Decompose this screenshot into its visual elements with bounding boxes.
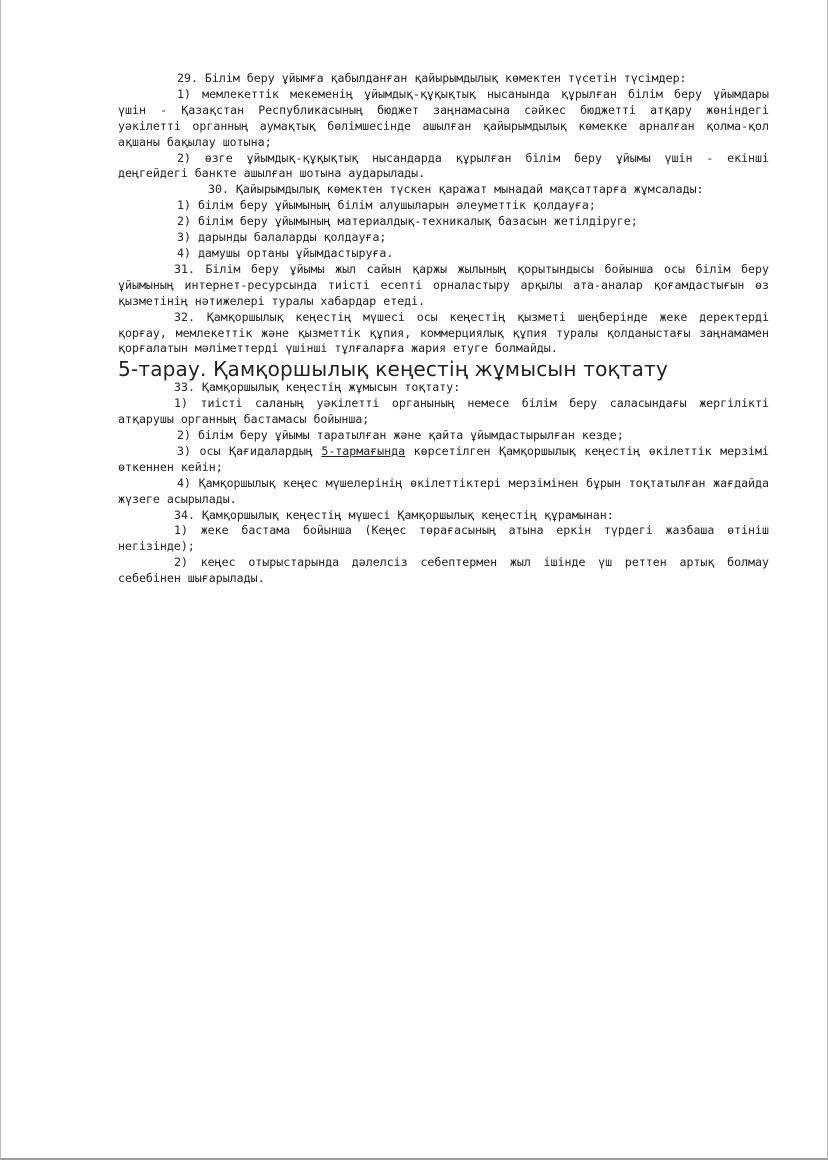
paragraph-34-1: 1) жеке бастама бойынша (Кеңес төрағасының атына еркін түрдегі жазбаша өтініш негізінде); <box>118 523 769 554</box>
paragraph-31: 31. Білім беру ұйымы жыл сайын қаржы жылының қорытындысы бойынша осы білім беру ұйымының интернет-ресурсында тиісті есепті орналастыру арқылы ата-аналар қоғамдастығын өз қызметінің нәтижелері туралы хабардар етеді. <box>118 261 769 308</box>
paragraph-32: 32. Қамқоршылық кеңестің мүшесі осы кеңестің қызметі шеңберінде жеке деректерді қорғау, мемлекеттік және қызметтік құпия, коммерциялық құпия туралы қолданыстағы заңнамамен қорғалатын мәліметтерді үшінші тұлғаларға жария етуге болмайды. <box>118 309 769 356</box>
paragraph-29-1: 1) мемлекеттік мекеменің ұйымдық-құқықтық нысанында құрылған білім беру ұйымдары үшін - Қазақстан Республикасының бюджет заңнамасына сәйкес бюджетті атқару жөніндегі уәкілетті органның аумақтық бөлімшесінде ашылған қайырымдылық көмекке арналған қолма-қол ақшаны бақылау шотына; <box>118 86 769 149</box>
paragraph-34-2: 2) кеңес отырыстарында дәлелсіз себептермен жыл ішінде үш реттен артық болмау себебінен шығарылады. <box>118 555 769 586</box>
paragraph-33-4: 4) Қамқоршылық кеңес мүшелерінің өкілеттіктері мерзімінен бұрын тоқтатылған жағдайда жүзеге асырылады. <box>118 475 769 506</box>
paragraph-30: 30. Қайырымдылық көмектен түскен қаражат мынадай мақсаттарға жұмсалады: <box>208 182 704 197</box>
paragraph-29: 29. Білім беру ұйымға қабылданған қайырымдылық көмектен түсетін түсімдер: <box>177 71 687 85</box>
paragraph-33-3-before: 3) осы Қағидалардың <box>177 443 322 458</box>
paragraph-33-3-after: көрсетілген Қамқоршылық кеңестің өкілеттік мерзімі өткеннен кейін; <box>118 443 769 474</box>
paragraph-30-3: 3) дарынды балаларды қолдауға; <box>177 230 387 245</box>
paragraph-30-1: 1) білім беру ұйымының білім алушыларын әлеуметтік қолдауға; <box>177 198 596 213</box>
paragraph-30-2: 2) білім беру ұйымының материалдық-техникалық базасын жетілдіруге; <box>177 214 638 229</box>
paragraph-34: 34. Қамқоршылық кеңестің мүшесі Қамқоршылық кеңестің құрамынан: <box>174 507 614 522</box>
paragraph-33-1: 1) тиісті саланың уәкілетті органының немесе білім беру саласындағы жергілікті атқарушы органның бастамасы бойынша; <box>118 396 769 427</box>
paragraph-33: 33. Қамқоршылық кеңестің жұмысын тоқтату: <box>174 380 461 395</box>
paragraph-29-2: 2) өзге ұйымдық-құқықтық нысандарда құрылған білім беру ұйымы үшін - екінші деңгейдегі банкте ашылған шотына аударылады. <box>118 150 769 181</box>
paragraph-30-4: 4) дамушы ортаны ұйымдастыруға. <box>177 245 394 260</box>
paragraph-33-3 <box>118 444 769 476</box>
paragraph-33-2: 2) білім беру ұйымы таратылған және қайта ұйымдастырылған кезде; <box>177 428 624 443</box>
chapter-heading: 5-тарау. Қамқоршылық кеңестің жұмысын тоқтату <box>118 357 668 382</box>
reference-link-clause-5[interactable]: 5-тармағында <box>321 443 406 458</box>
document-body <box>118 71 769 587</box>
